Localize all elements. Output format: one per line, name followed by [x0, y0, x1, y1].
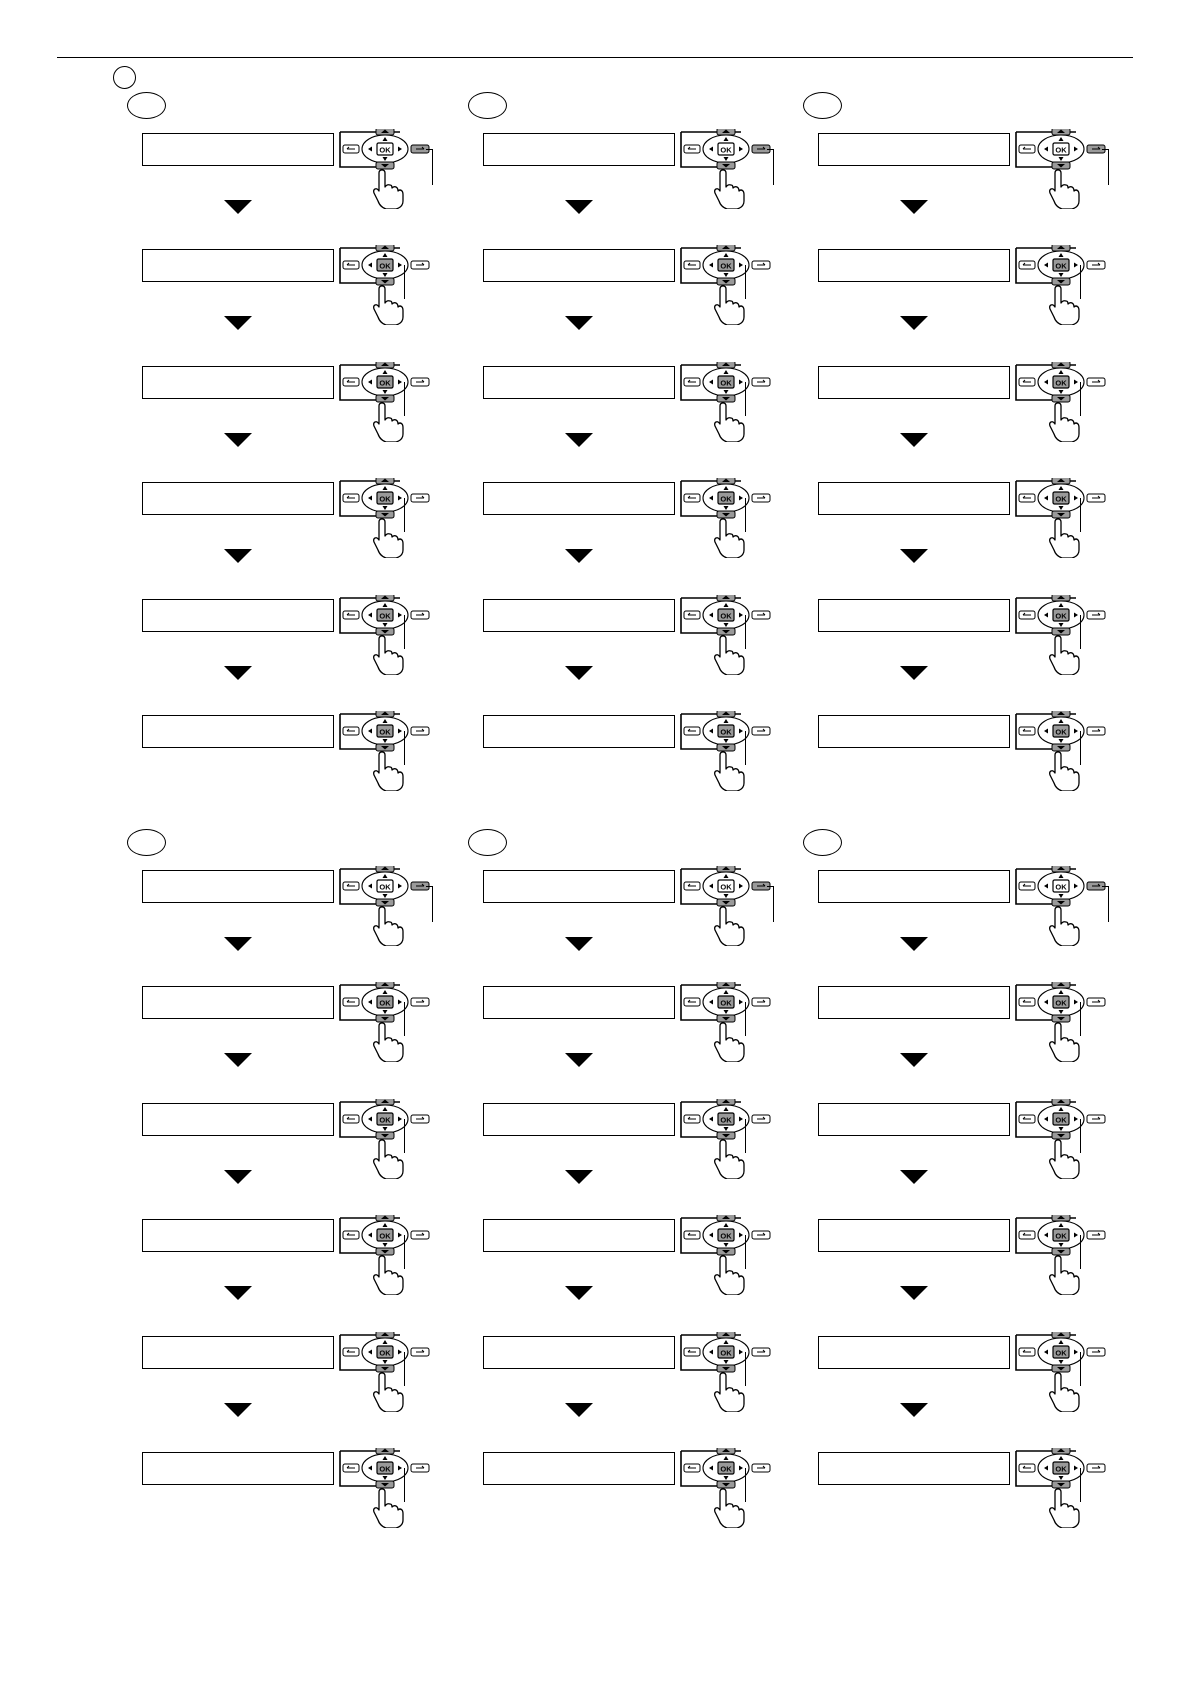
pointing-hand-icon: [1050, 1489, 1079, 1528]
svg-text:OK: OK: [1055, 1231, 1067, 1241]
lcd-screen: [818, 1219, 1010, 1252]
control-panel[interactable]: [338, 711, 438, 791]
control-panel[interactable]: [1014, 982, 1114, 1062]
lcd-screen: [483, 1219, 675, 1252]
lcd-screen: [818, 249, 1010, 282]
svg-text:OK: OK: [379, 1348, 391, 1358]
pointing-hand-icon: [374, 1023, 403, 1062]
pointing-hand-icon: [1050, 907, 1079, 946]
lcd-screen: [142, 870, 334, 903]
lead-line: [1080, 615, 1081, 649]
lead-line: [404, 1002, 405, 1036]
down-arrow-icon: [224, 200, 252, 214]
lead-line: [432, 149, 433, 185]
step-badge: [468, 92, 507, 119]
pointing-hand-icon: [374, 907, 403, 946]
svg-text:OK: OK: [720, 378, 732, 388]
lead-line: [404, 1352, 405, 1386]
pointing-hand-icon: [1050, 403, 1079, 442]
lcd-screen: [818, 599, 1010, 632]
lead-line: [745, 1235, 746, 1269]
svg-text:OK: OK: [1055, 494, 1067, 504]
step-badge: [468, 829, 507, 856]
down-arrow-icon: [565, 433, 593, 447]
down-arrow-icon: [565, 549, 593, 563]
svg-text:OK: OK: [720, 494, 732, 504]
lcd-screen: [142, 1452, 334, 1485]
down-arrow-icon: [900, 937, 928, 951]
step-badge: [803, 829, 842, 856]
pointing-hand-icon: [1050, 636, 1079, 675]
lcd-screen: [142, 133, 334, 166]
control-panel[interactable]: [338, 1099, 438, 1179]
control-panel[interactable]: [338, 1332, 438, 1412]
pointing-hand-icon: [374, 170, 403, 209]
svg-text:OK: OK: [379, 998, 391, 1008]
page-step-badge: [113, 66, 136, 89]
lcd-screen: [142, 986, 334, 1019]
down-arrow-icon: [565, 316, 593, 330]
pointing-hand-icon: [1050, 286, 1079, 325]
pointing-hand-icon: [715, 286, 744, 325]
control-panel[interactable]: [1014, 1099, 1114, 1179]
lcd-screen: [142, 599, 334, 632]
pointing-hand-icon: [1050, 752, 1079, 791]
pointing-hand-icon: [1050, 1256, 1079, 1295]
control-panel[interactable]: [679, 595, 779, 675]
down-arrow-icon: [224, 1403, 252, 1417]
svg-text:OK: OK: [720, 998, 732, 1008]
down-arrow-icon: [900, 200, 928, 214]
control-panel[interactable]: [679, 982, 779, 1062]
lead-line: [745, 498, 746, 532]
pointing-hand-icon: [1050, 519, 1079, 558]
pointing-hand-icon: [374, 519, 403, 558]
control-panel[interactable]: [1014, 245, 1114, 325]
down-arrow-icon: [224, 1170, 252, 1184]
lead-line: [773, 149, 774, 185]
svg-text:OK: OK: [379, 611, 391, 621]
pointing-hand-icon: [715, 1489, 744, 1528]
svg-text:OK: OK: [379, 1115, 391, 1125]
control-panel[interactable]: [1014, 1448, 1114, 1528]
lead-line: [745, 265, 746, 299]
pointing-hand-icon: [715, 519, 744, 558]
header-rule: [57, 57, 1133, 58]
control-panel[interactable]: [679, 478, 779, 558]
svg-text:OK: OK: [1055, 378, 1067, 388]
svg-text:OK: OK: [379, 1231, 391, 1241]
down-arrow-icon: [565, 937, 593, 951]
svg-text:OK: OK: [720, 145, 732, 155]
control-panel[interactable]: [679, 362, 779, 442]
pointing-hand-icon: [715, 1256, 744, 1295]
control-panel[interactable]: [338, 866, 438, 946]
down-arrow-icon: [565, 666, 593, 680]
lead-line: [1080, 382, 1081, 416]
lcd-screen: [483, 1452, 675, 1485]
control-panel[interactable]: [1014, 129, 1114, 209]
lcd-screen: [818, 133, 1010, 166]
svg-text:OK: OK: [720, 1348, 732, 1358]
pointing-hand-icon: [715, 170, 744, 209]
lcd-screen: [142, 366, 334, 399]
down-arrow-icon: [224, 316, 252, 330]
pointing-hand-icon: [374, 752, 403, 791]
lead-line: [1080, 731, 1081, 765]
svg-text:OK: OK: [379, 145, 391, 155]
down-arrow-icon: [565, 200, 593, 214]
down-arrow-icon: [900, 1170, 928, 1184]
lcd-screen: [818, 1336, 1010, 1369]
down-arrow-icon: [565, 1403, 593, 1417]
step-badge: [127, 829, 166, 856]
lcd-screen: [818, 986, 1010, 1019]
step-badge: [803, 92, 842, 119]
lead-line: [745, 731, 746, 765]
down-arrow-icon: [565, 1286, 593, 1300]
down-arrow-icon: [224, 433, 252, 447]
control-panel[interactable]: [338, 595, 438, 675]
pointing-hand-icon: [374, 1489, 403, 1528]
control-panel[interactable]: [338, 1215, 438, 1295]
lcd-screen: [483, 986, 675, 1019]
lead-line: [404, 265, 405, 299]
lead-line: [1080, 1235, 1081, 1269]
control-panel[interactable]: [1014, 478, 1114, 558]
lcd-screen: [818, 1103, 1010, 1136]
step-badge: [127, 92, 166, 119]
lead-line: [404, 1119, 405, 1153]
pointing-hand-icon: [374, 1140, 403, 1179]
down-arrow-icon: [900, 316, 928, 330]
lead-line: [745, 615, 746, 649]
control-panel[interactable]: [1014, 1215, 1114, 1295]
down-arrow-icon: [900, 1286, 928, 1300]
lead-line: [404, 731, 405, 765]
lead-line: [1108, 886, 1109, 922]
pointing-hand-icon: [374, 636, 403, 675]
lead-line: [404, 1468, 405, 1502]
control-panel[interactable]: [1014, 711, 1114, 791]
down-arrow-icon: [900, 433, 928, 447]
lcd-screen: [818, 366, 1010, 399]
lcd-screen: [142, 1219, 334, 1252]
lead-line: [432, 886, 433, 922]
lcd-screen: [483, 133, 675, 166]
lcd-screen: [818, 1452, 1010, 1485]
svg-text:OK: OK: [1055, 727, 1067, 737]
lcd-screen: [142, 1336, 334, 1369]
down-arrow-icon: [900, 549, 928, 563]
lcd-screen: [483, 599, 675, 632]
lead-line: [745, 1002, 746, 1036]
svg-text:OK: OK: [720, 261, 732, 271]
lead-line: [745, 1468, 746, 1502]
pointing-hand-icon: [715, 1023, 744, 1062]
svg-text:OK: OK: [1055, 1115, 1067, 1125]
control-panel[interactable]: [679, 1448, 779, 1528]
lcd-screen: [142, 715, 334, 748]
down-arrow-icon: [224, 1053, 252, 1067]
pointing-hand-icon: [374, 286, 403, 325]
pointing-hand-icon: [715, 403, 744, 442]
lead-line: [745, 1352, 746, 1386]
svg-text:OK: OK: [379, 378, 391, 388]
pointing-hand-icon: [374, 1373, 403, 1412]
lead-line: [404, 615, 405, 649]
lead-line: [773, 886, 774, 922]
down-arrow-icon: [224, 549, 252, 563]
svg-text:OK: OK: [1055, 1348, 1067, 1358]
lcd-screen: [142, 249, 334, 282]
lead-line: [1080, 1119, 1081, 1153]
svg-text:OK: OK: [720, 882, 732, 892]
lcd-screen: [483, 249, 675, 282]
control-panel[interactable]: [1014, 595, 1114, 675]
lcd-screen: [483, 1336, 675, 1369]
pointing-hand-icon: [1050, 170, 1079, 209]
svg-text:OK: OK: [1055, 998, 1067, 1008]
down-arrow-icon: [900, 1403, 928, 1417]
lead-line: [1080, 1352, 1081, 1386]
lead-line: [404, 1235, 405, 1269]
lead-line: [1080, 498, 1081, 532]
control-panel[interactable]: [338, 129, 438, 209]
pointing-hand-icon: [1050, 1023, 1079, 1062]
lead-line: [1080, 1468, 1081, 1502]
lead-line: [1108, 149, 1109, 185]
svg-text:OK: OK: [720, 611, 732, 621]
control-panel[interactable]: [1014, 866, 1114, 946]
lcd-screen: [818, 715, 1010, 748]
down-arrow-icon: [565, 1170, 593, 1184]
pointing-hand-icon: [715, 1373, 744, 1412]
svg-text:OK: OK: [1055, 261, 1067, 271]
control-panel[interactable]: [338, 982, 438, 1062]
svg-text:OK: OK: [379, 882, 391, 892]
svg-text:OK: OK: [379, 261, 391, 271]
pointing-hand-icon: [715, 752, 744, 791]
control-panel[interactable]: [679, 711, 779, 791]
lcd-screen: [483, 715, 675, 748]
svg-text:OK: OK: [1055, 611, 1067, 621]
lead-line: [404, 382, 405, 416]
svg-text:OK: OK: [379, 727, 391, 737]
control-panel[interactable]: [679, 1099, 779, 1179]
lcd-screen: [483, 366, 675, 399]
down-arrow-icon: [900, 1053, 928, 1067]
pointing-hand-icon: [374, 403, 403, 442]
down-arrow-icon: [565, 1053, 593, 1067]
lcd-screen: [483, 870, 675, 903]
control-panel[interactable]: [338, 478, 438, 558]
lcd-screen: [142, 1103, 334, 1136]
lcd-screen: [483, 482, 675, 515]
svg-text:OK: OK: [379, 1464, 391, 1474]
down-arrow-icon: [224, 1286, 252, 1300]
control-panel[interactable]: [338, 245, 438, 325]
lead-line: [404, 498, 405, 532]
down-arrow-icon: [224, 937, 252, 951]
control-panel[interactable]: [679, 866, 779, 946]
pointing-hand-icon: [715, 636, 744, 675]
control-panel[interactable]: [679, 129, 779, 209]
pointing-hand-icon: [1050, 1373, 1079, 1412]
lcd-screen: [142, 482, 334, 515]
svg-text:OK: OK: [1055, 1464, 1067, 1474]
svg-text:OK: OK: [720, 1464, 732, 1474]
down-arrow-icon: [900, 666, 928, 680]
lead-line: [1080, 265, 1081, 299]
down-arrow-icon: [224, 666, 252, 680]
control-panel[interactable]: [338, 1448, 438, 1528]
lcd-screen: [818, 870, 1010, 903]
pointing-hand-icon: [715, 1140, 744, 1179]
pointing-hand-icon: [374, 1256, 403, 1295]
lcd-screen: [818, 482, 1010, 515]
control-panel[interactable]: [338, 362, 438, 442]
lcd-screen: [483, 1103, 675, 1136]
lead-line: [745, 1119, 746, 1153]
lead-line: [1080, 1002, 1081, 1036]
control-panel[interactable]: [679, 1215, 779, 1295]
control-panel[interactable]: [679, 245, 779, 325]
svg-text:OK: OK: [720, 1115, 732, 1125]
svg-text:OK: OK: [1055, 145, 1067, 155]
control-panel[interactable]: [1014, 1332, 1114, 1412]
svg-text:OK: OK: [379, 494, 391, 504]
svg-text:OK: OK: [720, 1231, 732, 1241]
pointing-hand-icon: [1050, 1140, 1079, 1179]
control-panel[interactable]: [679, 1332, 779, 1412]
control-panel[interactable]: [1014, 362, 1114, 442]
pointing-hand-icon: [715, 907, 744, 946]
svg-text:OK: OK: [720, 727, 732, 737]
lead-line: [745, 382, 746, 416]
svg-text:OK: OK: [1055, 882, 1067, 892]
